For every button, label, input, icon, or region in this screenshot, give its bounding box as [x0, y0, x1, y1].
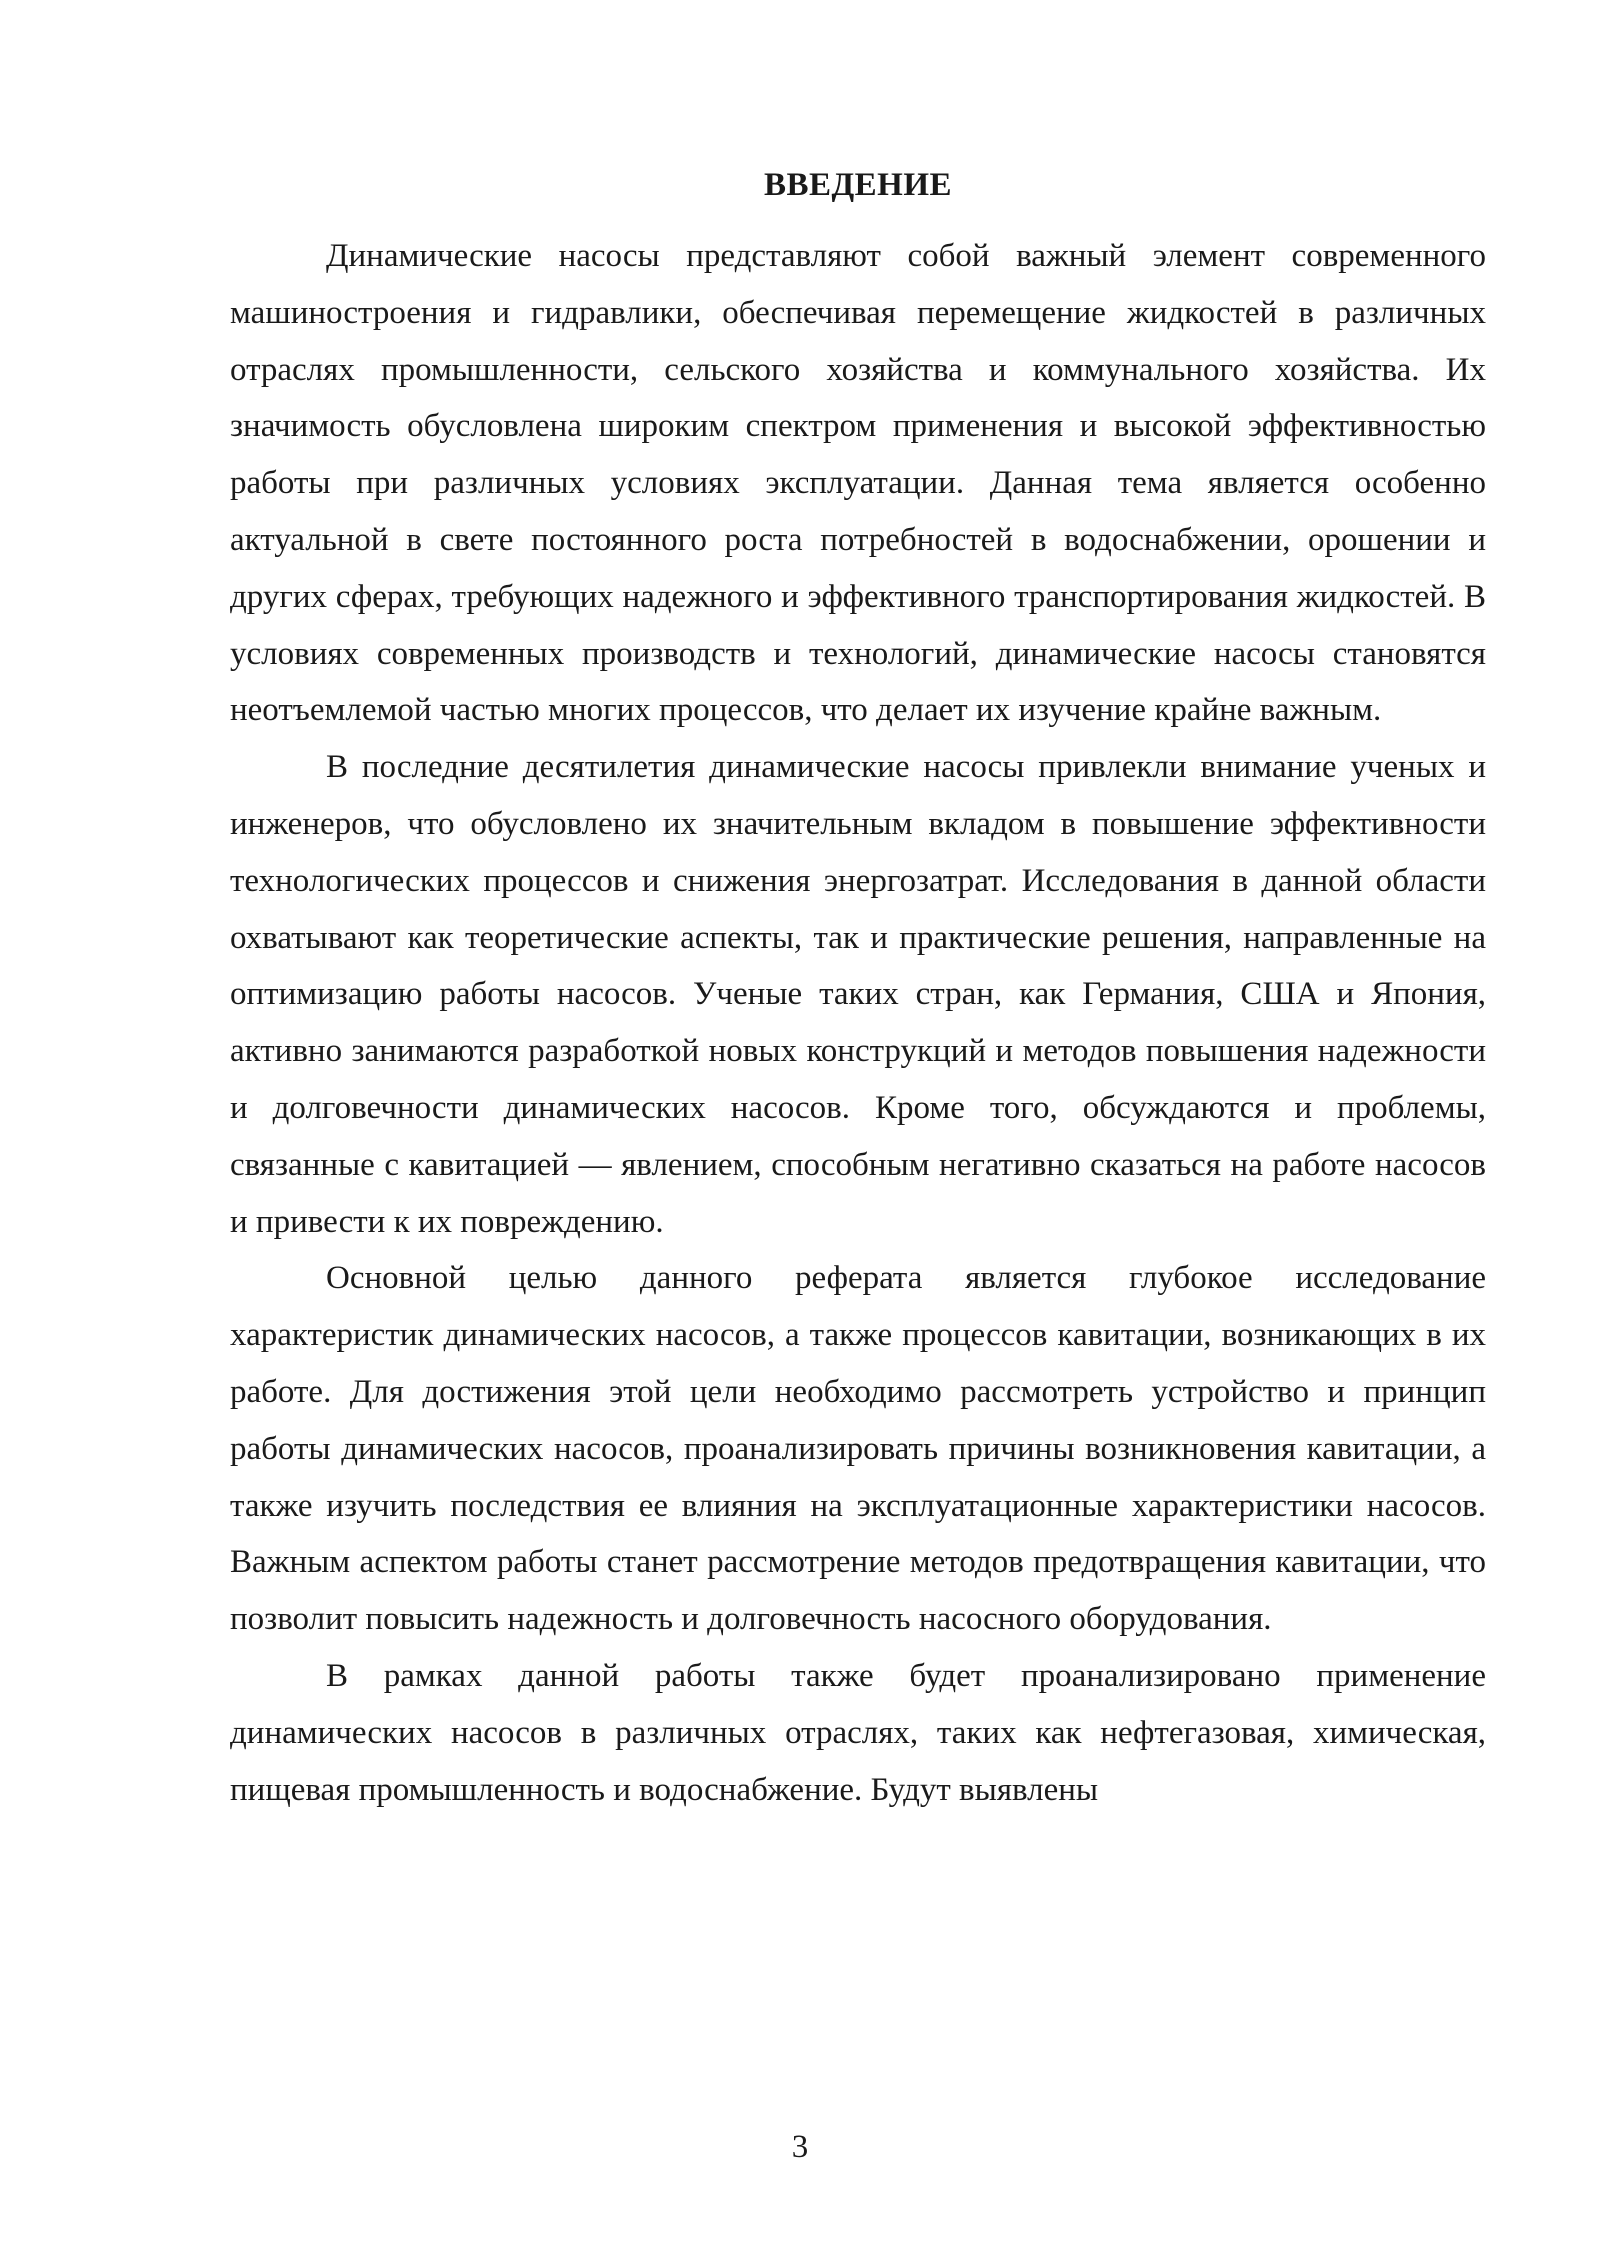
page-content	[230, 160, 1486, 1818]
paragraph-3: Основной целью данного реферата является глубокое исследование характеристик динамических насосов, а также процессов кавитации, возникающих в их работе. Для достижения этой цели необходимо рассмотреть устройство и принцип работы динамических насосов, проанализировать причины возникновения кавитации, а также изучить последствия ее влияния на эксплуатационные характеристики насосов. Важным аспектом работы станет рассмотрение методов предотвращения кавитации, что позволит повысить надежность и долговечность насосного оборудования.	[230, 1260, 1486, 1638]
paragraph-1: Динамические насосы представляют собой важный элемент современного машиностроения и гидравлики, обеспечивая перемещение жидкостей в различных отраслях промышленности, сельского хозяйства и коммунального хозяйства. Их значимость обусловлена широким спектром применения и высокой эффективностью работы при различных условиях эксплуатации. Данная тема является особенно актуальной в свете постоянного роста потребностей в водоснабжении, орошении и других сферах, требующих надежного и эффективного транспортирования жидкостей. В условиях современных производств и технологий, динамические насосы становятся неотъемлемой частью многих процессов, что делает их изучение крайне важным.	[230, 238, 1486, 729]
paragraph-4: В рамках данной работы также будет проанализировано применение динамических насосов в различных отраслях, таких как нефтегазовая, химическая, пищевая промышленность и водоснабжение. Будут выявлены	[230, 1657, 1486, 1808]
page-number: 3	[791, 2129, 809, 2165]
section-heading: ВВЕДЕНИЕ	[763, 167, 953, 203]
paragraph-2: В последние десятилетия динамические насосы привлекли внимание ученых и инженеров, что обусловлено их значительным вкладом в повышение эффективности технологических процессов и снижения энергозатрат. Исследования в данной области охватывают как теоретические аспекты, так и практические решения, направленные на оптимизацию работы насосов. Ученые таких стран, как Германия, США и Япония, активно занимаются разработкой новых конструкций и методов повышения надежности и долговечности динамических насосов. Кроме того, обсуждаются и проблемы, связанные с кавитацией — явлением, способным негативно сказаться на работе насосов и привести к их повреждению.	[230, 749, 1486, 1240]
